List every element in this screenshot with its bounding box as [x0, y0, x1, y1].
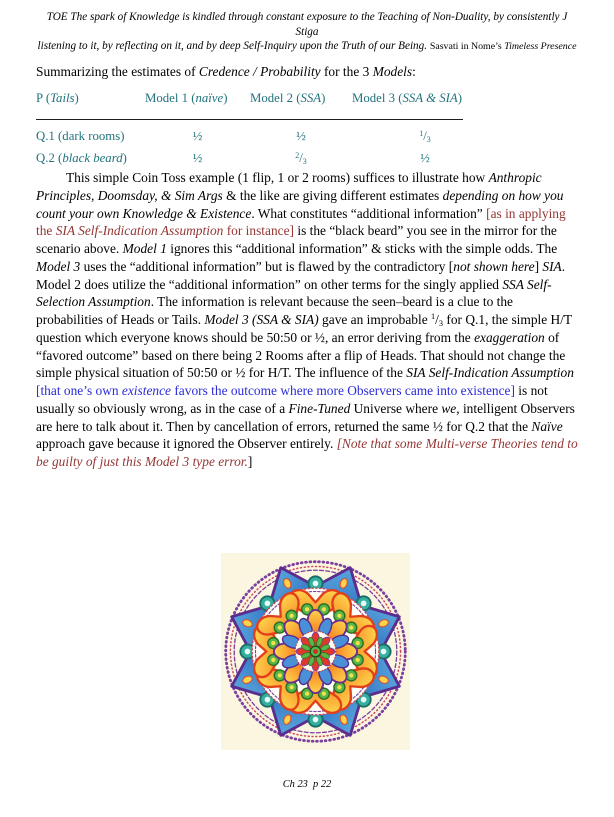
table-header-p-tails: P (Tails): [36, 91, 79, 105]
intro-colon: :: [412, 64, 416, 79]
q2-model1-value: ½: [192, 151, 203, 165]
text-segment: Fine-Tuned: [288, 400, 351, 416]
epigraph-line2: [36, 39, 578, 55]
text-segment: Naïve: [531, 418, 563, 434]
epigraph-quote-line2: listening to it, by reflecting on it, and by deep Self-Inquiry upon the Truth of our Being.: [37, 40, 428, 53]
text-segment: not shown here: [453, 258, 535, 274]
text-segment: Model 1: [122, 241, 167, 256]
text-segment: ]: [247, 454, 253, 469]
epigraph-line1: [36, 10, 578, 39]
text-segment: This simple Coin Toss example (1 flip, 1 or 2 rooms) suffices to illustrate how: [66, 170, 489, 185]
text-segment: of “favored outcome” based on there being 2 Rooms after a flip of Heads. That should not change the simple physical situation of 50:50 or ½ for H/T. The influence of the: [36, 329, 566, 381]
text-segment: exaggeration: [474, 329, 545, 345]
text-segment: . Model 2 does utilize the “additional information” on other terms for the singly applied: [36, 258, 566, 292]
q1-model3-value: $^1/_3$: [419, 128, 431, 144]
q2-model2-value: $^2/_3$: [295, 150, 307, 166]
q1-model2-value: ½: [296, 129, 306, 143]
table-row: [36, 151, 498, 166]
fraction: $^1/_3$: [431, 312, 444, 328]
epigraph: [36, 10, 578, 55]
epigraph-attribution-title: Timeless Presence: [504, 41, 577, 53]
mandala-image: [221, 553, 410, 750]
text-segment: SIA Self-Indication Assumption: [55, 223, 224, 239]
text-segment: gave an improbable: [318, 312, 431, 327]
text-segment: favors the outcome where more Observers came into existence]: [171, 383, 515, 398]
epigraph-quote-line1: TOE The spark of Knowledge is kindled through constant exposure to the Teaching of Non-Duality, by consistently J Stiga: [46, 11, 568, 38]
q2-model3-value: ½: [420, 151, 430, 165]
text-segment: . The information is relevant because the seen–beard is a clue to the probabilities of Heads or Tails.: [36, 294, 513, 327]
summary-intro-line: [36, 64, 416, 80]
intro-italic-2: Models: [372, 64, 413, 79]
text-segment: . What constitutes “additional information”: [251, 205, 487, 221]
text-segment: Model 3 (SSA & SIA): [204, 312, 319, 327]
table-header-model1: Model 1 (naïve): [145, 91, 228, 105]
intro-text-mid: for the 3: [320, 64, 373, 79]
text-segment: ]: [534, 258, 543, 274]
text-segment: existence: [121, 383, 171, 398]
text-segment: for Q.1, the simple H/T question which everyone knows should be 50:50 or ½, an error deriving from the: [36, 312, 572, 345]
intro-italic-1: Credence / Probability: [198, 64, 321, 79]
text-segment: Model 3: [36, 258, 81, 274]
row-label-q2: Q.2 (black beard): [36, 151, 127, 165]
text-segment: SIA: [542, 258, 562, 274]
table-rule: [36, 119, 463, 120]
text-segment: [that one’s own: [36, 383, 122, 398]
text-segment: [as in applying the: [36, 205, 566, 239]
page-footer: Ch 23 p 22: [282, 779, 332, 790]
text-segment: is not usually so obviously wrong, as in the case of a: [36, 383, 548, 416]
text-segment: uses the “additional information” but is flawed by the contradictory [: [80, 258, 454, 274]
epigraph-attribution: Sasvati in Nome’s: [429, 41, 505, 53]
text-segment: approach gave because it ignored the Observer entirely.: [36, 436, 337, 452]
q1-model1-value: ½: [192, 129, 203, 143]
text-segment: SSA Self-Selection Assumption: [36, 276, 552, 310]
table-header-row: [36, 91, 498, 106]
text-segment: SIA Self-Indication Assumption: [406, 365, 574, 381]
mandala-svg: [221, 553, 410, 750]
table-header-model3: Model 3 (SSA & SIA): [352, 91, 462, 105]
text-segment: Universe where: [350, 400, 442, 416]
text-segment: [Note that some Multi-verse Theories tend to be guilty of just this Model 3 type error.: [36, 436, 578, 469]
text-segment: ignores this “additional information” & sticks with the simple odds. The: [166, 241, 558, 256]
intro-text: Summarizing the estimates of: [36, 64, 199, 79]
text-segment: we: [441, 400, 457, 416]
table-header-model2: Model 2 (SSA): [250, 91, 326, 105]
body-paragraph: [36, 169, 581, 471]
text-segment: & the like are giving different estimates: [222, 187, 443, 203]
row-label-q1: Q.1 (dark rooms): [36, 129, 125, 143]
text-segment: , intelligent Observers are here to talk about it. Then by cancellation of errors, returned the same ½ for Q.2 that the: [36, 400, 575, 434]
table-row: [36, 129, 498, 144]
text-segment: Anthropic Principles, Doomsday, & Sim Args: [36, 170, 542, 203]
text-segment: for instance]: [223, 223, 294, 239]
text-segment: depending on how you count your own Knowledge & Existence: [36, 187, 564, 221]
text-segment: is the “black beard” you see in the mirror for the scenario above.: [36, 223, 557, 256]
